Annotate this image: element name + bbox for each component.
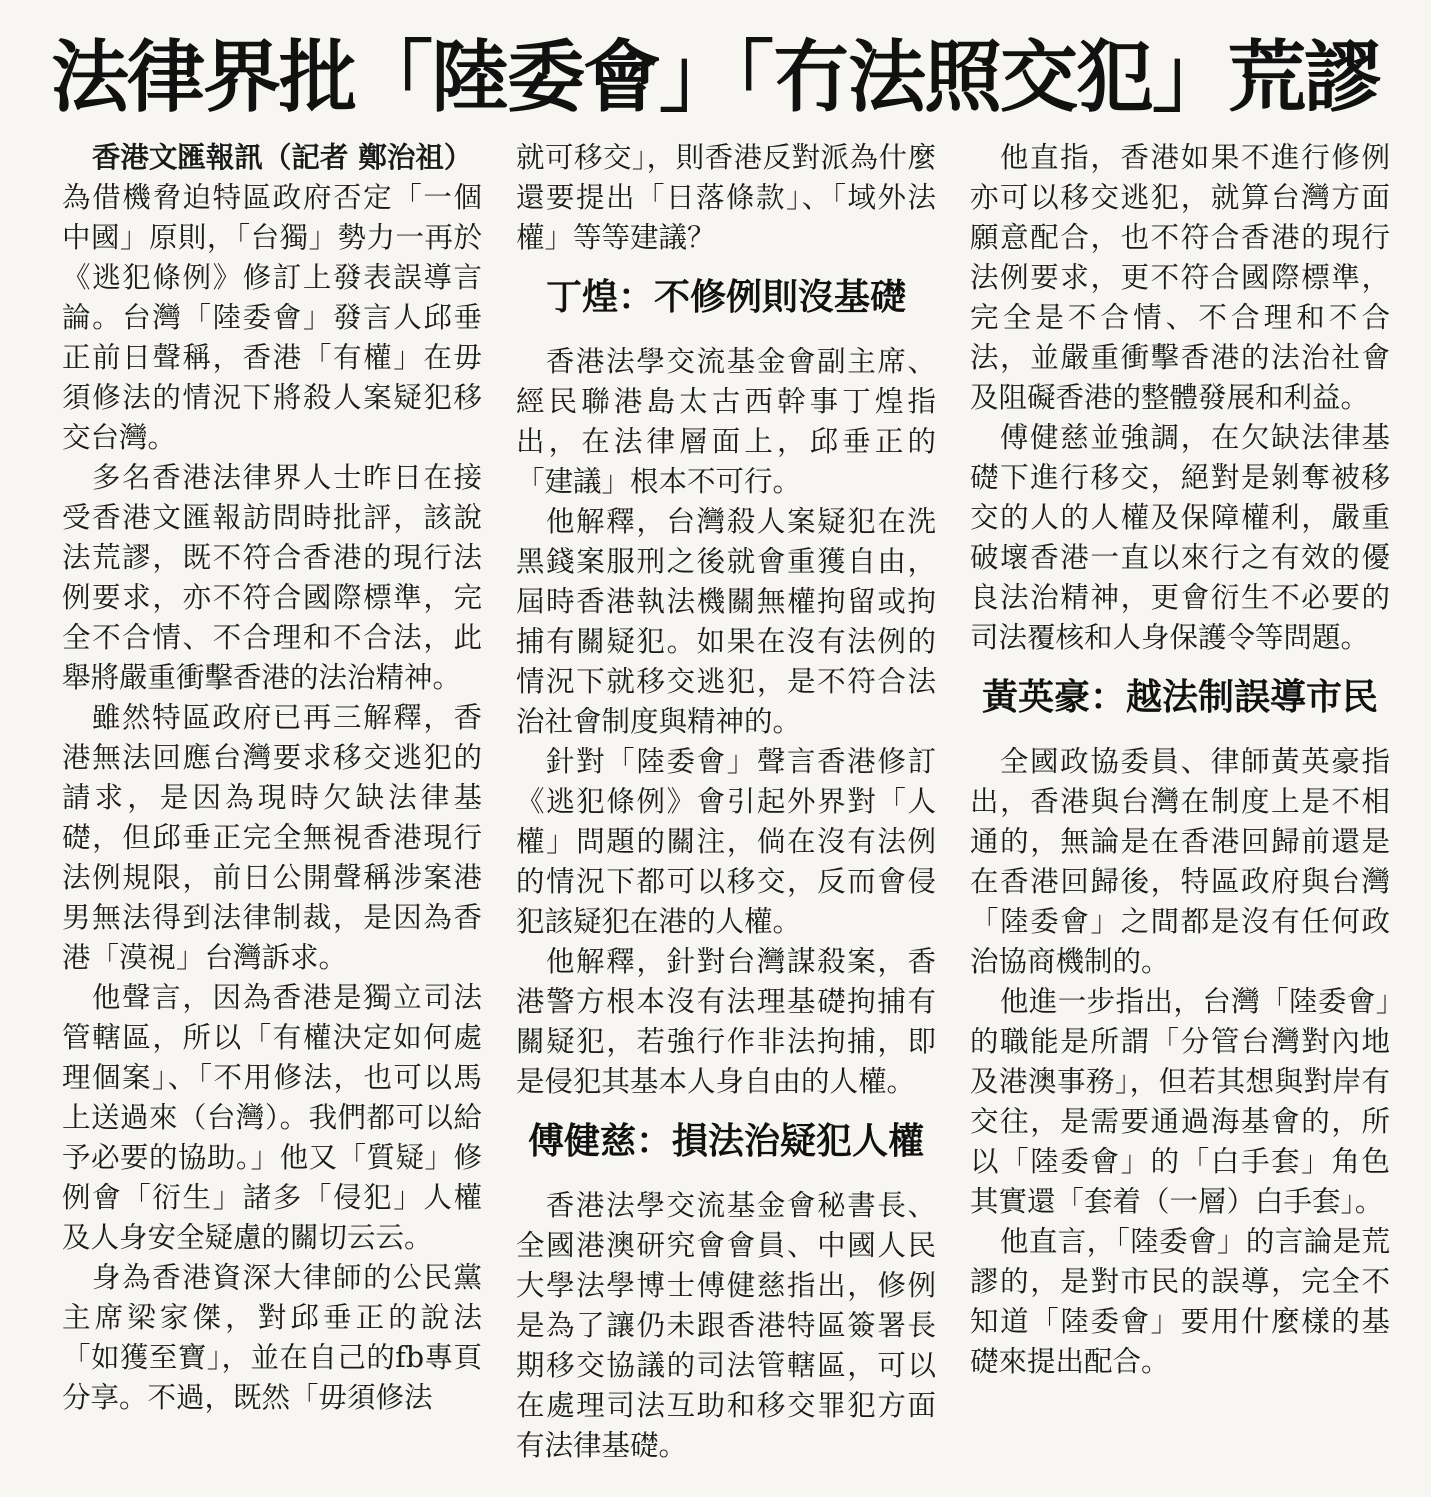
paragraph: 多名香港法律界人士昨日在接受香港文匯報訪問時批評，該說法荒謬，既不符合香港的現行法例要求，亦不符合國際標準，完全不合情、不合理和不合法，此舉將嚴重衝擊香港的法治精神。 xyxy=(62,461,482,694)
paragraph: 全國政協委員、律師黃英豪指出，香港與台灣在制度上是不相通的，無論是在香港回歸前還是在香港回歸後，特區政府與台灣「陸委會」之間都是沒有任何政治協商機制的。 xyxy=(970,745,1390,978)
headline: 法律界批「陸委會」「冇法照交犯」荒謬 xyxy=(50,33,1380,123)
byline-paragraph xyxy=(62,138,482,178)
paragraph: 他解釋，針對台灣謀殺案，香港警方根本沒有法理基礎拘捕有關疑犯，若強行作非法拘捕，即是侵犯其基本人身自由的人權。 xyxy=(516,945,936,1098)
subheading: 傅健慈：損法治疑犯人權 xyxy=(527,1121,924,1162)
paragraph: 他聲言，因為香港是獨立司法管轄區，所以「有權決定如何處理個案」、「不用修法，也可以馬上送過來（台灣）。我們都可以給予必要的協助。」他又「質疑」修例會「衍生」諸多「侵犯」人權及人身安全疑慮的關切云云。 xyxy=(62,981,482,1254)
subheading: 黃英豪：越法制誤導市民 xyxy=(981,677,1378,718)
paragraph: 為借機脅迫特區政府否定「一個中國」原則，「台獨」勢力一再於《逃犯條例》修訂上發表誤導言論。台灣「陸委會」發言人邱垂正前日聲稱，香港「有權」在毋須修法的情況下將殺人案疑犯移交台灣。 xyxy=(62,181,482,454)
paragraph: 香港法學交流基金會秘書長、全國港澳研究會會員、中國人民大學法學博士傅健慈指出，修例是為了讓仍未跟香港特區簽署長期移交協議的司法管轄區，可以在處理司法互助和移交罪犯方面有法律基礎。 xyxy=(516,1189,936,1462)
paragraph: 雖然特區政府已再三解釋，香港無法回應台灣要求移交逃犯的請求，是因為現時欠缺法律基礎，但邱垂正完全無視香港現行法例規限，前日公開聲稱涉案港男無法得到法律制裁，是因為香港「漠視」台灣訴求。 xyxy=(62,701,482,974)
paragraph: 他解釋，台灣殺人案疑犯在洗黑錢案服刑之後就會重獲自由，屆時香港執法機關無權拘留或拘捕有關疑犯。如果在沒有法例的情況下就移交逃犯，是不符合法治社會制度與精神的。 xyxy=(516,505,936,738)
paragraph: 他直指，香港如果不進行修例亦可以移交逃犯，就算台灣方面願意配合，也不符合香港的現行法例要求，更不符合國際標準，完全是不合情、不合理和不合法，並嚴重衝擊香港的法治社會及阻礙香港的整體發展和利益。 xyxy=(970,141,1390,414)
paragraph: 針對「陸委會」聲言香港修訂《逃犯條例》會引起外界對「人權」問題的關注，倘在沒有法例的情況下都可以移交，反而會侵犯該疑犯在港的人權。 xyxy=(516,745,936,938)
paragraph: 他進一步指出，台灣「陸委會」的職能是所謂「分管台灣對內地及港澳事務」，但若其想與對岸有交往，是需要通過海基會的，所以「陸委會」的「白手套」角色其實還「套着（一層）白手套」。 xyxy=(970,985,1390,1218)
column-2 xyxy=(516,138,936,1466)
paragraph: 身為香港資深大律師的公民黨主席梁家傑，對邱垂正的說法「如獲至寶」，並在自己的fb專頁分享。不過，既然「毋須修法 xyxy=(62,1261,482,1414)
byline: 香港文匯報訊（記者 鄭治祖） xyxy=(91,141,473,174)
paragraph: 香港法學交流基金會副主席、經民聯港島太古西幹事丁煌指出，在法律層面上，邱垂正的「建議」根本不可行。 xyxy=(516,345,936,498)
paragraph: 他直言，「陸委會」的言論是荒謬的，是對市民的誤導，完全不知道「陸委會」要用什麼樣的基礎來提出配合。 xyxy=(970,1225,1390,1378)
paragraph: 就可移交」，則香港反對派為什麼還要提出「日落條款」、「域外法權」等等建議？ xyxy=(516,141,936,254)
column-3 xyxy=(970,138,1390,1382)
column-1 xyxy=(62,138,482,1418)
subheading: 丁煌：不修例則沒基礎 xyxy=(545,277,906,318)
paragraph: 傅健慈並強調，在欠缺法律基礎下進行移交，絕對是剝奪被移交的人的人權及保障權利，嚴重破壞香港一直以來行之有效的優良法治精神，更會衍生不必要的司法覆核和人身保護令等問題。 xyxy=(970,421,1390,654)
